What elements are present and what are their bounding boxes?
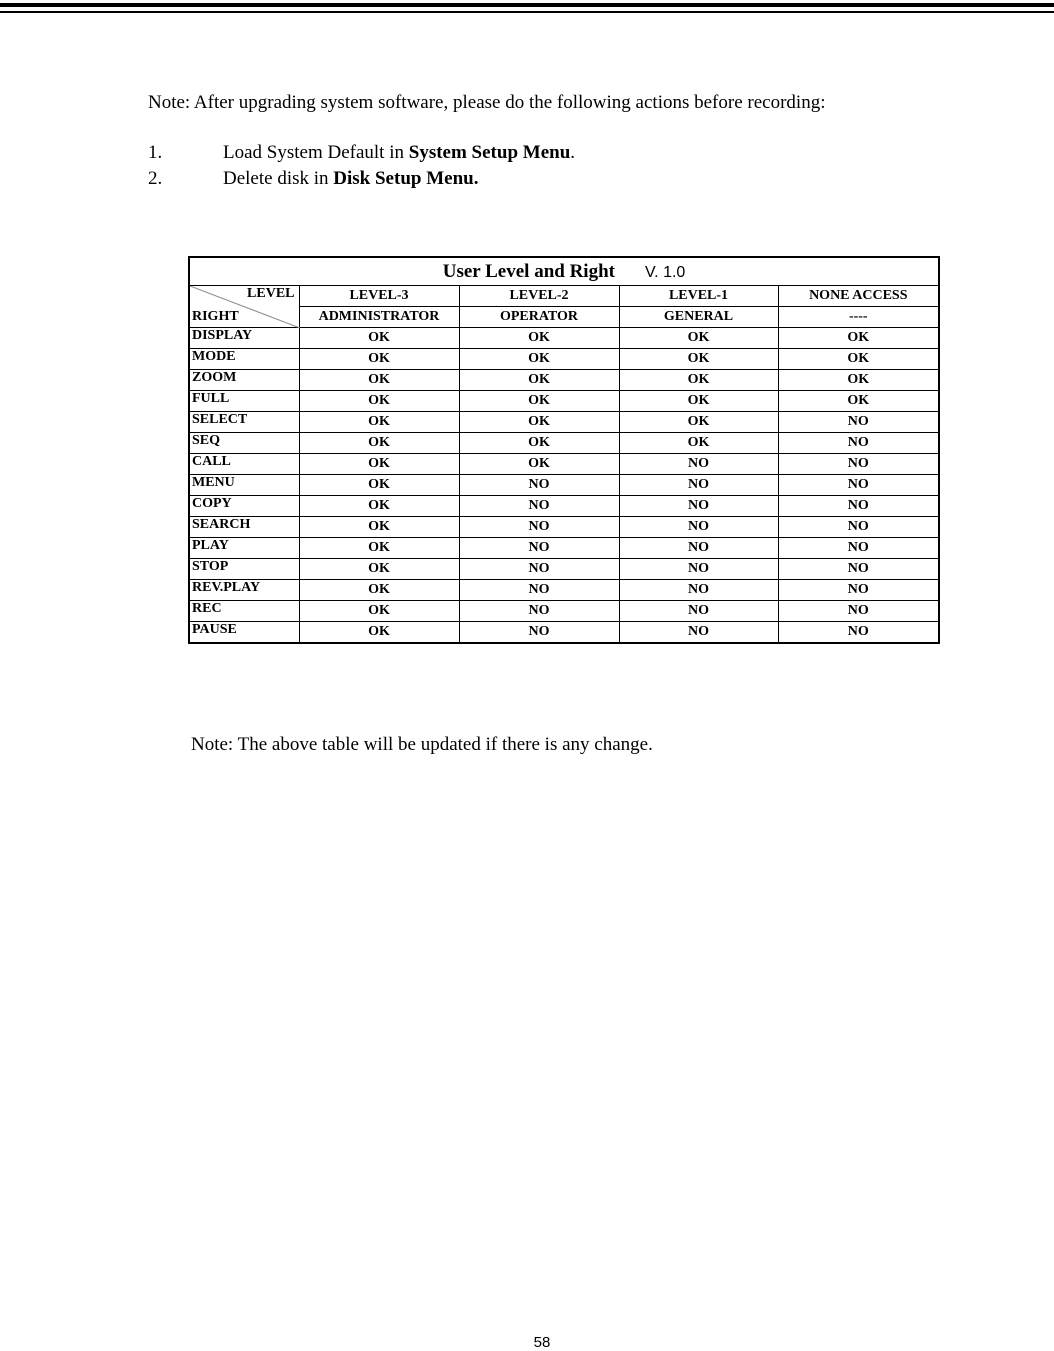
permission-cell: OK [459,349,619,370]
permission-cell: NO [778,454,939,475]
right-name-cell: MENU [189,475,299,496]
permission-cell: OK [299,328,459,349]
table-title-cell [189,257,939,286]
permission-cell: NO [459,475,619,496]
permission-cell: OK [619,328,778,349]
permission-cell: NO [778,433,939,454]
permission-cell: OK [619,349,778,370]
permission-cell: NO [619,475,778,496]
table-row [189,454,939,475]
table-row [189,496,939,517]
right-name-cell: MODE [189,349,299,370]
step-menu-name: Disk Setup Menu. [333,168,479,189]
permission-cell: OK [459,454,619,475]
permission-cell: OK [299,391,459,412]
permission-cell: OK [619,370,778,391]
corner-level-label: LEVEL [247,286,295,301]
table-row [189,349,939,370]
level-header: NONE ACCESS [778,286,939,307]
step-menu-name: System Setup Menu [408,142,571,163]
permission-cell: NO [619,622,778,644]
step-text: Delete disk in [223,168,334,189]
permission-cell: OK [778,391,939,412]
level-header-row [189,286,939,307]
right-name-cell: PAUSE [189,622,299,644]
role-header: ADMINISTRATOR [299,307,459,328]
step-number: 1. [148,142,163,163]
permission-cell: NO [459,601,619,622]
permission-cell: OK [299,349,459,370]
right-name-cell: PLAY [189,538,299,559]
permission-cell: OK [299,475,459,496]
permission-cell: OK [459,328,619,349]
permission-cell: NO [619,538,778,559]
permission-cell: OK [459,370,619,391]
table-row [189,475,939,496]
upgrade-note: Note: After upgrading system software, please do the following actions before recording: [148,92,826,113]
right-name-cell: STOP [189,559,299,580]
permission-cell: NO [459,580,619,601]
right-name-cell: REC [189,601,299,622]
level-header: LEVEL-1 [619,286,778,307]
table-row [189,517,939,538]
right-name-cell: SEQ [189,433,299,454]
step-text: Load System Default in [223,142,409,163]
permission-cell: OK [299,496,459,517]
permission-cell: OK [299,580,459,601]
user-level-table [188,256,940,644]
table-row [189,580,939,601]
table-row [189,328,939,349]
permission-cell: NO [778,538,939,559]
step-item [148,168,478,190]
table-title-row [189,257,939,286]
permission-cell: OK [299,517,459,538]
permission-cell: NO [459,517,619,538]
table-update-note: Note: The above table will be updated if there is any change. [191,734,653,755]
permission-cell: NO [778,601,939,622]
table-row [189,559,939,580]
permission-cell: NO [459,622,619,644]
permission-cell: NO [459,559,619,580]
permission-cell: OK [299,370,459,391]
permission-cell: NO [459,496,619,517]
header-rule-thick [0,3,1054,7]
permission-cell: OK [299,412,459,433]
permission-cell: OK [778,349,939,370]
table-row [189,433,939,454]
permission-cell: NO [778,412,939,433]
table-version: V. 1.0 [644,263,686,281]
permission-cell: NO [778,580,939,601]
permission-cell: OK [299,601,459,622]
right-name-cell: COPY [189,496,299,517]
permission-cell: OK [619,391,778,412]
permission-cell: OK [299,622,459,644]
level-header: LEVEL-3 [299,286,459,307]
rights-body [189,328,939,644]
step-tail: . [570,142,576,163]
right-name-cell: FULL [189,391,299,412]
permission-cell: NO [778,475,939,496]
table-row [189,601,939,622]
permission-cell: OK [459,391,619,412]
permission-cell: OK [459,433,619,454]
permission-cell: OK [778,370,939,391]
permission-cell: OK [299,538,459,559]
user-level-table-container [188,256,938,644]
permission-cell: OK [459,412,619,433]
permission-cell: OK [619,433,778,454]
permission-cell: NO [619,517,778,538]
step-item [148,142,575,164]
permission-cell: NO [619,559,778,580]
permission-cell: NO [778,517,939,538]
permission-cell: OK [778,328,939,349]
permission-cell: NO [619,496,778,517]
corner-header-cell [189,286,299,328]
permission-cell: NO [778,622,939,644]
permission-cell: OK [299,454,459,475]
right-name-cell: REV.PLAY [189,580,299,601]
permission-cell: OK [619,412,778,433]
table-row [189,370,939,391]
role-header: GENERAL [619,307,778,328]
corner-right-label: RIGHT [192,309,239,324]
permission-cell: OK [299,433,459,454]
right-name-cell: SELECT [189,412,299,433]
role-header-row [189,307,939,328]
permission-cell: NO [619,601,778,622]
table-row [189,391,939,412]
level-header: LEVEL-2 [459,286,619,307]
step-number: 2. [148,168,163,189]
table-row [189,538,939,559]
permission-cell: NO [778,496,939,517]
right-name-cell: SEARCH [189,517,299,538]
role-header: ---- [778,307,939,328]
role-header: OPERATOR [459,307,619,328]
right-name-cell: CALL [189,454,299,475]
permission-cell: NO [619,580,778,601]
table-row [189,412,939,433]
permission-cell: NO [459,538,619,559]
permission-cell: OK [299,559,459,580]
right-name-cell: DISPLAY [189,328,299,349]
table-title: User Level and Right [442,260,615,282]
header-rule-thin [0,11,1054,13]
page-number: 58 [533,1334,551,1351]
permission-cell: NO [619,454,778,475]
right-name-cell: ZOOM [189,370,299,391]
table-row [189,622,939,644]
permission-cell: NO [778,559,939,580]
